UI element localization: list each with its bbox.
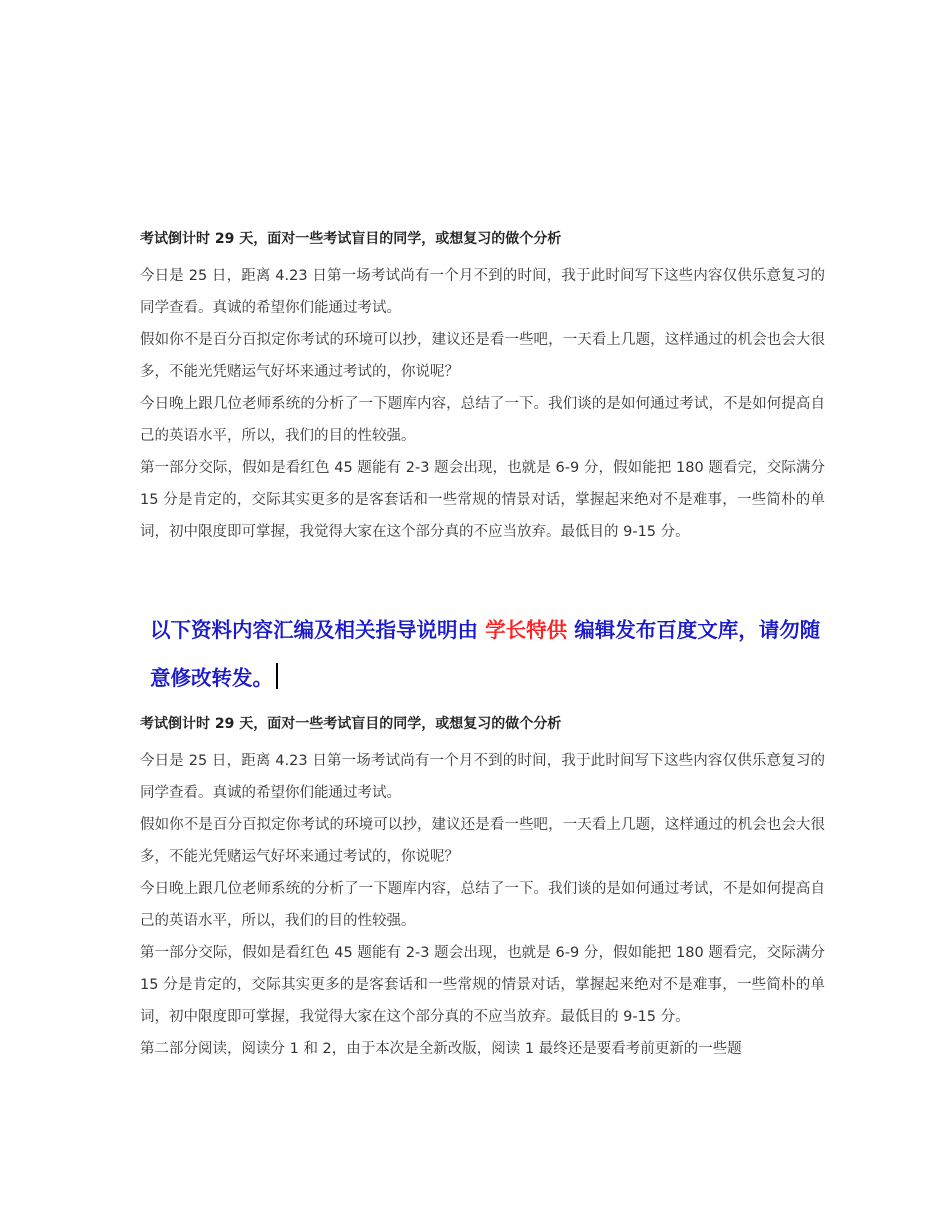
section-2-title: 考试倒计时 29 天，面对一些考试盲目的同学，或想复习的做个分析 <box>140 716 562 732</box>
notice-text-part-3: 编辑发布百度文库，请勿随意修改转发。 <box>150 618 821 690</box>
section-1-paragraph-3: 今日晚上跟几位老师系统的分析了一下题库内容，总结了一下。我们谈的是如何通过考试，不是如何提高自己的英语水平，所以，我们的目的性较强。 <box>140 396 825 444</box>
section-2-paragraph-1: 今日是 25 日，距离 4.23 日第一场考试尚有一个月不到的时间，我于此时间写下这些内容仅供乐意复习的同学查看。真诚的希望你们能通过考试。 <box>140 753 825 801</box>
section-2-paragraph-5: 第二部分阅读，阅读分 1 和 2，由于本次是全新改版，阅读 1 最终还是要看考前更新的一些题 <box>140 1041 742 1057</box>
notice-author-highlight: 学长特供 <box>485 618 568 642</box>
section-2-paragraph-3: 今日晚上跟几位老师系统的分析了一下题库内容，总结了一下。我们谈的是如何通过考试，不是如何提高自己的英语水平，所以，我们的目的性较强。 <box>140 881 825 929</box>
section-1-title: 考试倒计时 29 天，面对一些考试盲目的同学，或想复习的做个分析 <box>140 231 562 247</box>
section-1-paragraph-2: 假如你不是百分百拟定你考试的环境可以抄，建议还是看一些吧，一天看上几题，这样通过的机会也会大很多，不能光凭赌运气好坏来通过考试的，你说呢？ <box>140 332 825 380</box>
section-1 <box>140 228 825 548</box>
copyright-notice <box>150 606 830 702</box>
notice-text-part-1: 以下资料内容汇编及相关指导说明由 <box>150 618 478 642</box>
section-1-paragraph-1: 今日是 25 日，距离 4.23 日第一场考试尚有一个月不到的时间，我于此时间写下这些内容仅供乐意复习的同学查看。真诚的希望你们能通过考试。 <box>140 268 825 316</box>
section-2 <box>140 713 825 1065</box>
text-cursor <box>276 663 278 689</box>
section-2-paragraph-2: 假如你不是百分百拟定你考试的环境可以抄，建议还是看一些吧，一天看上几题，这样通过的机会也会大很多，不能光凭赌运气好坏来通过考试的，你说呢？ <box>140 817 825 865</box>
section-1-paragraph-4: 第一部分交际，假如是看红色 45 题能有 2-3 题会出现，也就是 6-9 分，假如能把 180 题看完，交际满分 15 分是肯定的，交际其实更多的是客套话和一些常规的情景对话，掌握起来绝对不是难事，一些简朴的单词，初中限度即可掌握，我觉得大家在这个部分真的不应当放弃。最低目的 9-15 分。 <box>140 460 825 540</box>
section-2-paragraph-4: 第一部分交际，假如是看红色 45 题能有 2-3 题会出现，也就是 6-9 分，假如能把 180 题看完，交际满分 15 分是肯定的，交际其实更多的是客套话和一些常规的情景对话，掌握起来绝对不是难事，一些简朴的单词，初中限度即可掌握，我觉得大家在这个部分真的不应当放弃。最低目的 9-15 分。 <box>140 945 825 1025</box>
